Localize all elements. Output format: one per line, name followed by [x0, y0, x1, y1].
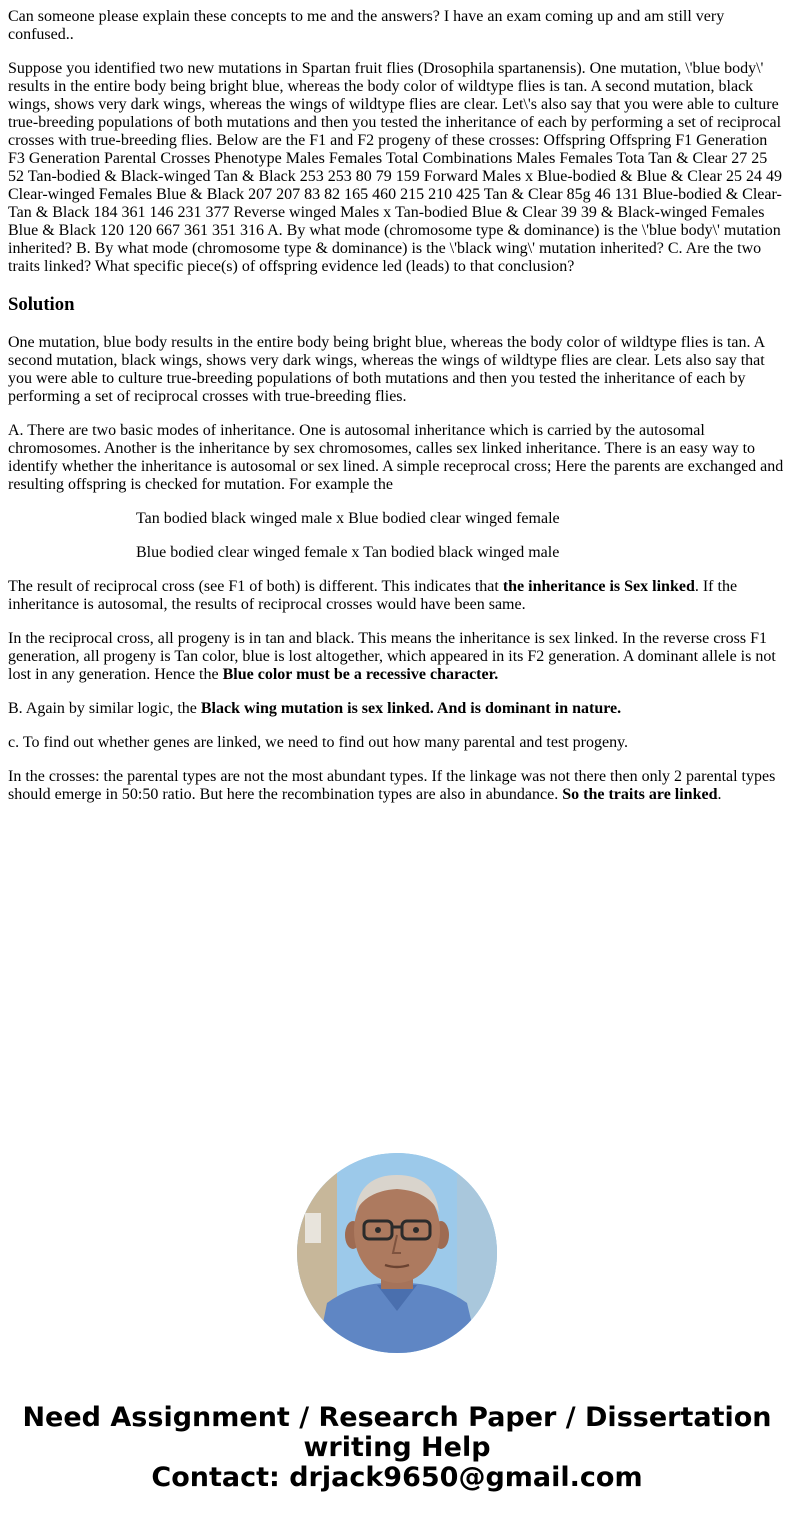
- document-content: [8, 8, 786, 820]
- footer-banner: [0, 1403, 794, 1493]
- p5-text-a: B. Again by similar logic, the: [8, 700, 201, 717]
- solution-paragraph-2: A. There are two basic modes of inheritance. One is autosomal inheritance which is carried by the autosomal chromosomes. Another is the inheritance by sex chromosomes, calles sex linked inheritance. There is an easy way to identify whether the inheritance is autosomal or sex lined. A simple receprocal cross; Here the parents are exchanged and resulting offspring is checked for mutation. For example the: [8, 422, 784, 493]
- solution-paragraph-5: [8, 700, 786, 718]
- p3-bold: the inheritance is Sex linked: [502, 578, 695, 595]
- footer-line-1: Need Assignment / Research Paper / Dissertation: [22, 1402, 772, 1433]
- p4-text-a: In the reciprocal cross, all progeny is in tan and black. This means the inheritance is sex linked. In the reverse cross F1 generation, all progeny is Tan color, blue is lost altogether, which appeared in its F2 generation. A dominant allele is not lost in any generation. Hence the: [8, 630, 776, 683]
- solution-paragraph-7: [8, 768, 786, 804]
- author-avatar: [297, 1153, 497, 1353]
- p5-bold: Black wing mutation is sex linked. And is dominant in nature.: [200, 700, 622, 717]
- p7-text-c: .: [717, 786, 722, 803]
- p3-text-c: . If the inheritance is autosomal, the results of reciprocal crosses would have been same.: [8, 578, 738, 613]
- footer-line-2: writing Help: [303, 1432, 491, 1463]
- solution-paragraph-4: [8, 630, 786, 684]
- solution-heading: Solution: [8, 294, 75, 315]
- cross-example-2: Blue bodied clear winged female x Tan bodied black winged male: [136, 544, 560, 561]
- footer-contact: Contact: drjack9650@gmail.com: [151, 1462, 643, 1493]
- p4-bold: Blue color must be a recessive character.: [222, 666, 499, 683]
- p7-text-a: In the crosses: the parental types are not the most abundant types. If the linkage was not there then only 2 parental types should emerge in 50:50 ratio. But here the recombination types are also in abundance.: [8, 768, 776, 803]
- p7-bold: So the traits are linked: [562, 786, 718, 803]
- question-body: Suppose you identified two new mutations in Spartan fruit flies (Drosophila spartanensis). One mutation, \'blue body\' results in the entire body being bright blue, whereas the body color of wildtype flies is tan. A second mutation, black wings, shows very dark wings, whereas the wings of wildtype flies are clear. Let\'s also say that you were able to culture true-breeding populations of both mutations and then you tested the inheritance of each by performing a set of reciprocal crosses with true-breeding flies. Below are the F1 and F2 progeny of these crosses: Offspring Offspring F1 Generation F3 Generation Parental Crosses Phenotype Males Females Total Combinations Males Females Tota Tan & Clear 27 25 52 Tan-bodied & Black-winged Tan & Black 253 253 80 79 159 Forward Males x Blue-bodied & Blue & Clear 25 24 49 Clear-winged Females Blue & Black 207 207 83 82 165 460 215 210 425 Tan & Clear 85g 46 131 Blue-bodied & Clear-Tan & Black 184 361 146 231 377 Reverse winged Males x Tan-bodied Blue & Clear 39 39 & Black-winged Females Blue & Black 120 120 667 361 351 316 A. By what mode (chromosome type & dominance) is the \'blue body\' mutation inherited? B. By what mode (chromosome type & dominance) is the \'black wing\' mutation inherited? C. Are the two traits linked? What specific piece(s) of offspring evidence led (leads) to that conclusion?: [8, 60, 782, 275]
- solution-paragraph-1: One mutation, blue body results in the entire body being bright blue, whereas the body color of wildtype flies is tan. A second mutation, black wings, shows very dark wings, whereas the wings of wildtype flies are clear. Lets also say that you were able to culture true-breeding populations of both mutations and then you tested the inheritance of each by performing a set of reciprocal crosses with true-breeding flies.: [8, 334, 765, 405]
- solution-paragraph-3: [8, 578, 786, 614]
- p3-text-a: The result of reciprocal cross (see F1 of both) is different. This indicates that: [8, 578, 503, 595]
- author-portrait-icon: [297, 1153, 497, 1353]
- solution-paragraph-6: c. To find out whether genes are linked, we need to find out how many parental and test progeny.: [8, 734, 629, 751]
- cross-example-1: Tan bodied black winged male x Blue bodied clear winged female: [136, 510, 560, 527]
- question-intro: Can someone please explain these concepts to me and the answers? I have an exam coming up and am still very confused..: [8, 8, 725, 43]
